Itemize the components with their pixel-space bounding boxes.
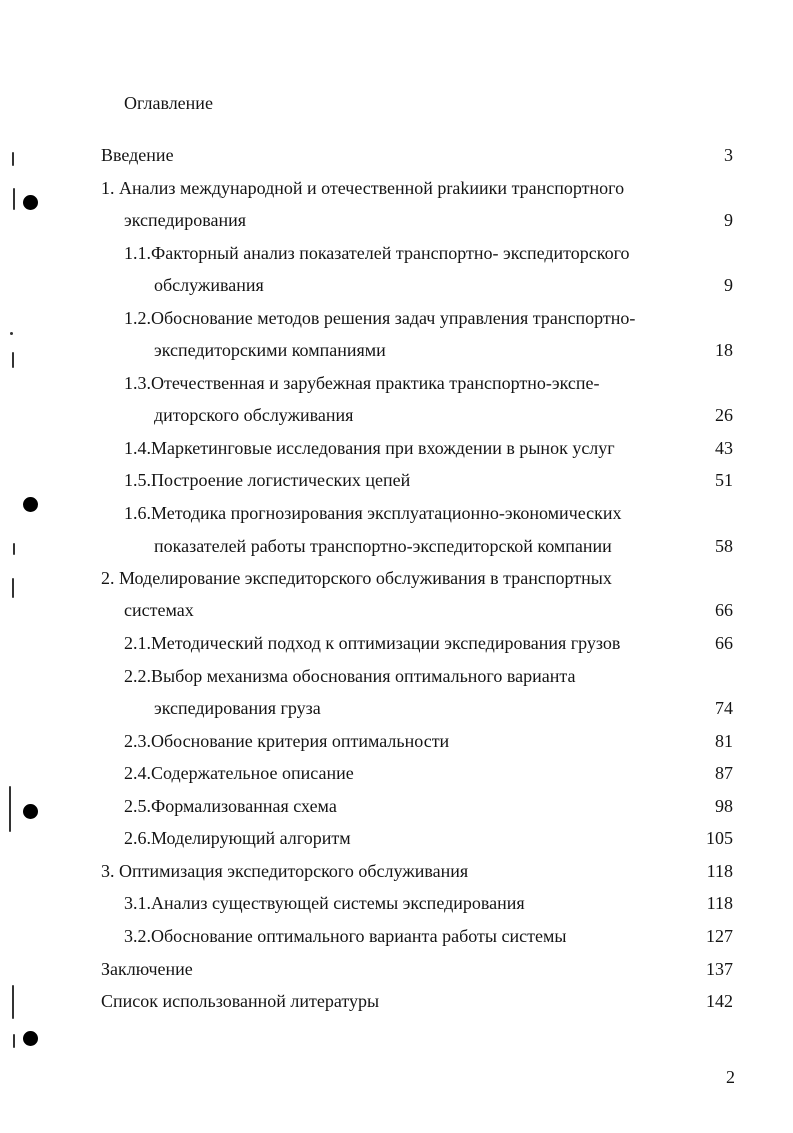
toc-entry-page: 66 xyxy=(715,600,733,620)
scan-artifact xyxy=(13,543,15,555)
toc-entry-label: 3.1.Анализ существующей системы экспедирования xyxy=(124,893,525,913)
toc-entry-label: 2.4.Содержательное описание xyxy=(124,763,354,783)
scan-artifact xyxy=(13,1034,15,1048)
punch-hole xyxy=(23,497,38,512)
toc-entry-label: 2.2.Выбор механизма обоснования оптимального варианта xyxy=(124,666,576,686)
toc-entry-page: 9 xyxy=(724,210,733,230)
toc-entry-label: 1. Анализ международной и отечественной prakиики транспортного xyxy=(101,178,625,198)
page-number: 2 xyxy=(726,1067,735,1087)
toc-entry-page: 118 xyxy=(706,861,733,881)
scan-artifact xyxy=(12,985,14,1019)
toc-entry-label-cont: обслуживания xyxy=(154,275,264,295)
toc-entry-label-cont: экспедиторскими компаниями xyxy=(154,340,386,360)
toc-entry-label: 2.1.Методический подход к оптимизации экспедирования грузов xyxy=(124,633,621,653)
scan-artifact xyxy=(13,188,15,210)
punch-hole xyxy=(23,195,38,210)
scan-artifact xyxy=(9,786,11,832)
toc-entry-page: 74 xyxy=(715,698,733,718)
toc-entry-label: 3. Оптимизация экспедиторского обслуживания xyxy=(101,861,469,881)
toc-entry-page: 127 xyxy=(706,926,733,946)
toc-entry-page: 81 xyxy=(715,731,733,751)
toc-entry-page: 118 xyxy=(706,893,733,913)
toc-entry-label: Список использованной литературы xyxy=(101,991,380,1011)
toc-entry-page: 66 xyxy=(715,633,733,653)
toc-entry-label: 2.3.Обоснование критерия оптимальности xyxy=(124,731,450,751)
toc-entry-label: 2. Моделирование экспедиторского обслуживания в транспортных xyxy=(101,568,612,588)
toc-entry-page: 105 xyxy=(706,828,733,848)
toc-entry-label-cont: экспедирования xyxy=(124,210,246,230)
toc-entry-label: 1.1.Факторный анализ показателей транспортно- экспедиторского xyxy=(124,243,630,263)
toc-entry-label-cont: показателей работы транспортно-экспедиторской компании xyxy=(154,536,612,556)
toc-entry-label: 2.5.Формализованная схема xyxy=(124,796,337,816)
toc-entry-label: Заключение xyxy=(101,959,193,979)
toc-entry-page: 26 xyxy=(715,405,733,425)
toc-entry-label: Введение xyxy=(101,145,174,165)
toc-entry-page: 58 xyxy=(715,536,733,556)
toc-entry-page: 98 xyxy=(715,796,733,816)
toc-entry-label: 1.6.Методика прогнозирования эксплуатационно-экономических xyxy=(124,503,622,523)
toc-entry-label: 1.2.Обоснование методов решения задач управления транспортно- xyxy=(124,308,636,328)
scan-artifact xyxy=(10,332,13,335)
toc-entry-page: 51 xyxy=(715,470,733,490)
toc-entry-label-cont: системах xyxy=(124,600,194,620)
punch-hole xyxy=(23,804,38,819)
toc-entry-label-cont: диторского обслуживания xyxy=(154,405,354,425)
toc-entry-label: 3.2.Обоснование оптимального варианта работы системы xyxy=(124,926,567,946)
toc-entry-label: 1.5.Построение логистических цепей xyxy=(124,470,411,490)
scan-artifact xyxy=(12,578,14,598)
toc-entry-page: 18 xyxy=(715,340,733,360)
toc-entry-page: 137 xyxy=(706,959,733,979)
toc-entry-page: 43 xyxy=(715,438,733,458)
toc-title: Оглавление xyxy=(124,93,213,113)
toc-entry-label: 1.3.Отечественная и зарубежная практика транспортно-экспе- xyxy=(124,373,600,393)
scan-artifact xyxy=(12,152,14,166)
toc-entry-page: 9 xyxy=(724,275,733,295)
toc-entry-label: 1.4.Маркетинговые исследования при вхождении в рынок услуг xyxy=(124,438,615,458)
punch-hole xyxy=(23,1031,38,1046)
toc-entry-page: 142 xyxy=(706,991,733,1011)
toc-entry-page: 3 xyxy=(724,145,733,165)
toc-entry-label: 2.6.Моделирующий алгоритм xyxy=(124,828,351,848)
scan-artifact xyxy=(12,352,14,368)
toc-entry-label-cont: экспедирования груза xyxy=(154,698,321,718)
toc-entry-page: 87 xyxy=(715,763,733,783)
